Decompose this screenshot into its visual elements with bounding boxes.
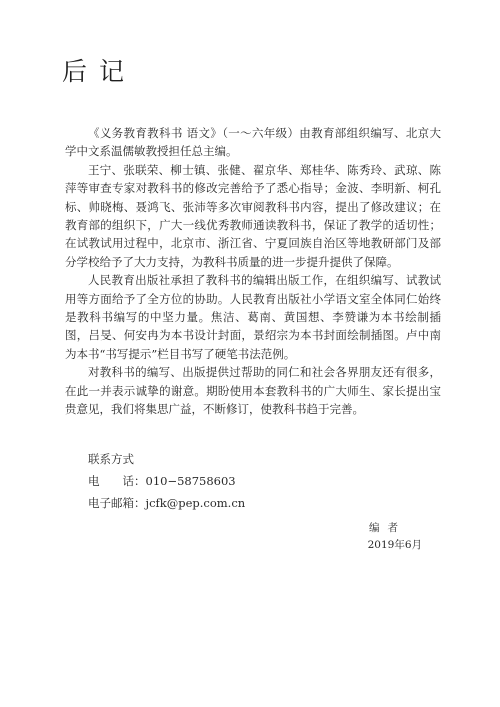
paragraph-2: 王宁、张联荣、柳士镇、张健、翟京华、郑桂华、陈秀玲、武琼、陈萍等审查专家对教科书的修改完善给予了悉心指导；金波、李明新、柯孔标、帅晓梅、聂鸿飞、张沛等多次审阅教科书内容，提出了修改建议；在教育部的组织下，广大一线优秀教师通读教科书，保证了教学的适切性；在试教试用过程中，北京市、浙江省、宁夏回族自治区等地教研部门及部分学校给予了大力支持，为教科书质量的进一步提升提供了保障。 [65,162,441,269]
paragraph-4: 对教科书的编写、出版提供过帮助的同仁和社会各界朋友还有很多，在此一并表示诚挚的谢意。期盼使用本套教科书的广大师生、家长提出宝贵意见，我们将集思广益，不断修订，使教科书趋于完善。 [65,365,441,417]
paragraph-3: 人民教育出版社承担了教科书的编辑出版工作，在组织编写、试教试用等方面给予了全方位的协助。人民教育出版社小学语文室全体同仁始终是教科书编写的中坚力量。焦洁、葛南、黄国想、李赞谦为本书绘制插图，吕旻、何安冉为本书设计封面，景绍宗为本书封面绘制插图。卢中南为本书“书写提示”栏目书写了硬笔书法范例。 [65,273,441,361]
signature-date: 2019年6月 [367,539,422,551]
signature-block [368,520,422,554]
contact-heading: 联系方式 [88,452,134,466]
afterword-body [65,124,441,419]
paragraph-1: 《义务教育教科书 语文》（一～六年级）由教育部组织编写、北京大学中文系温儒敏教授担任总主编。 [65,126,441,159]
contact-phone: 电 话：010−58758603 [88,474,236,488]
contact-block [88,448,245,514]
page-title: 后记 [62,57,137,86]
signature-author: 编者 [369,522,406,534]
contact-email: 电子邮箱：jcfk@pep.com.cn [88,496,246,510]
